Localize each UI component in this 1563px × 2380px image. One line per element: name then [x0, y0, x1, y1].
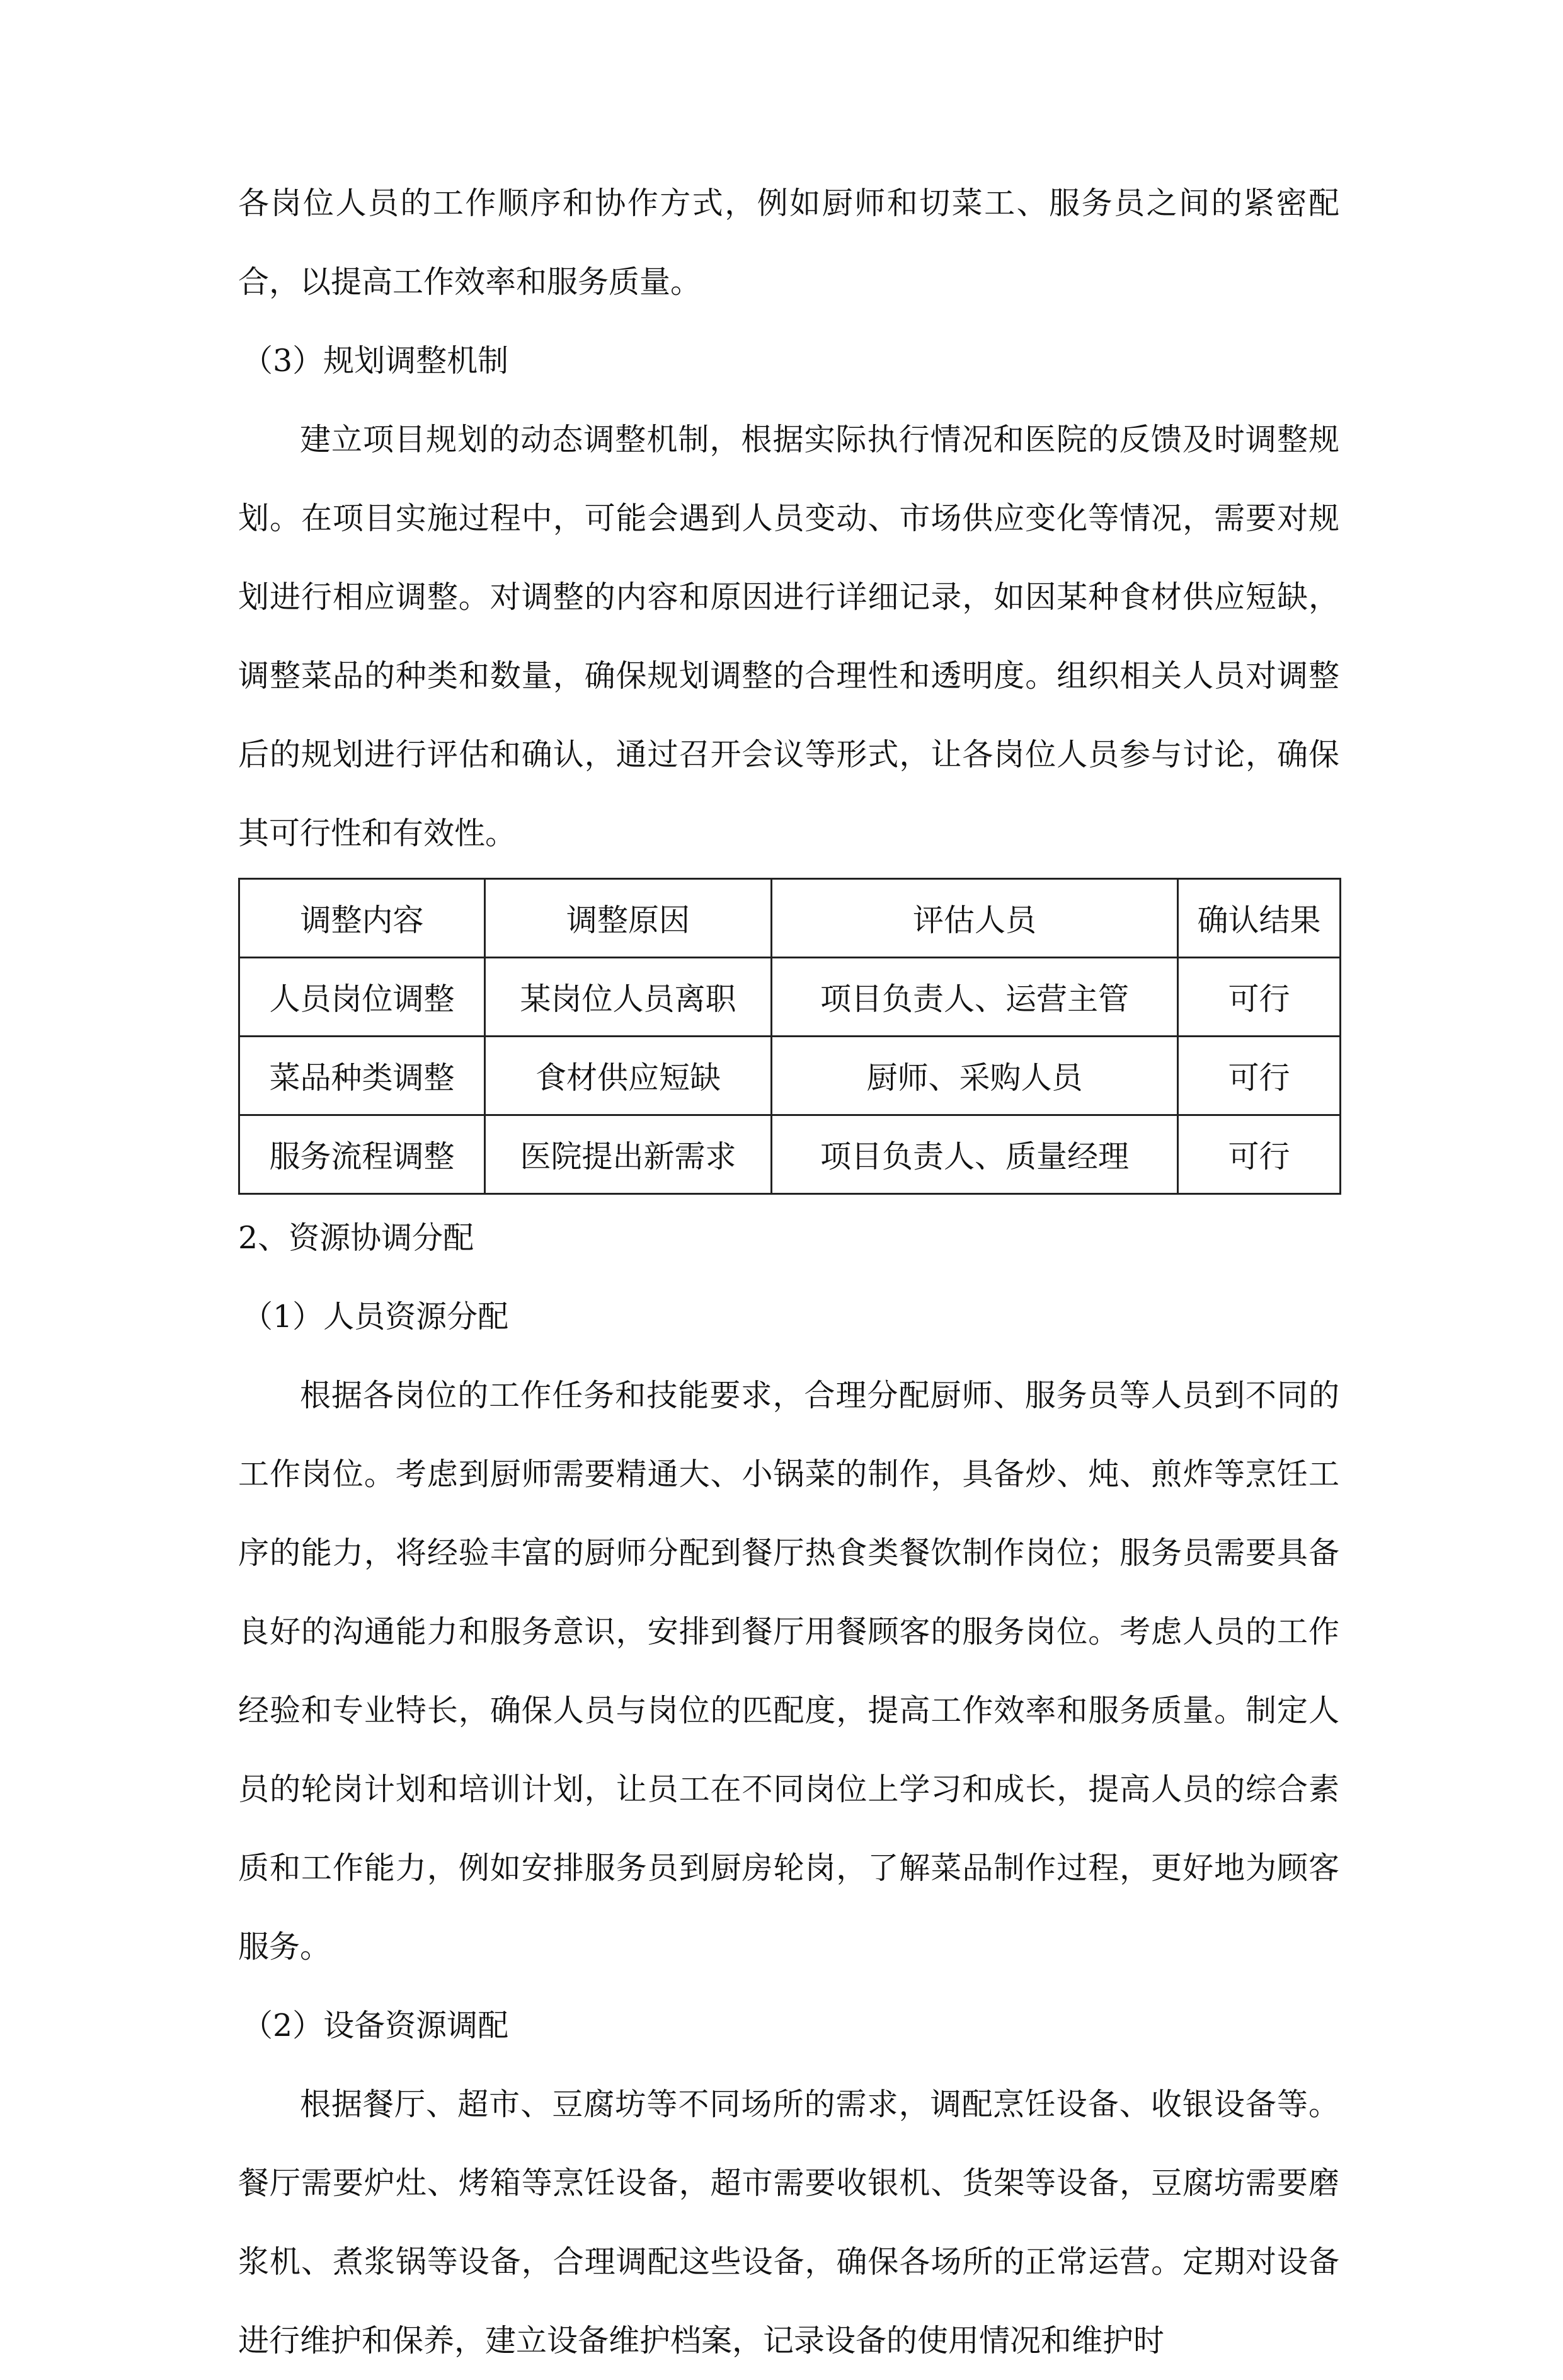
table-cell: 服务流程调整: [239, 1115, 485, 1194]
table-header-cell: 调整原因: [485, 879, 772, 958]
table-cell: 菜品种类调整: [239, 1037, 485, 1115]
table-cell: 医院提出新需求: [485, 1115, 772, 1194]
intro-paragraph: 各岗位人员的工作顺序和协作方式，例如厨师和切菜工、服务员之间的紧密配合，以提高工作效率和服务质量。: [238, 185, 1339, 300]
table-row: [239, 1115, 1341, 1194]
table-cell: 项目负责人、运营主管: [772, 958, 1178, 1037]
document-page: [238, 164, 1339, 2380]
subsection-1-paragraph: 根据各岗位的工作任务和技能要求，合理分配厨师、服务员等人员到不同的工作岗位。考虑到厨师需要精通大、小锅菜的制作，具备炒、炖、煎炸等烹饪工序的能力，将经验丰富的厨师分配到餐厅热食类餐饮制作岗位；服务员需要具备良好的沟通能力和服务意识，安排到餐厅用餐顾客的服务岗位。考虑人员的工作经验和专业特长，确保人员与岗位的匹配度，提高工作效率和服务质量。制定人员的轮岗计划和培训计划，让员工在不同岗位上学习和成长，提高人员的综合素质和工作能力，例如安排服务员到厨房轮岗，了解菜品制作过程，更好地为顾客服务。: [238, 1377, 1339, 1965]
subsection-2-heading: （2）设备资源调配: [242, 2008, 509, 2044]
table-cell: 食材供应短缺: [485, 1037, 772, 1115]
table-header-cell: 调整内容: [239, 879, 485, 958]
table-row: [239, 958, 1341, 1037]
table-cell: 人员岗位调整: [239, 958, 485, 1037]
table-cell: 可行: [1178, 1037, 1341, 1115]
section-3-heading: （3）规划调整机制: [242, 343, 509, 379]
table-header-cell: 评估人员: [772, 879, 1178, 958]
table-cell: 厨师、采购人员: [772, 1037, 1178, 1115]
section-3-paragraph: 建立项目规划的动态调整机制，根据实际执行情况和医院的反馈及时调整规划。在项目实施过程中，可能会遇到人员变动、市场供应变化等情况，需要对规划进行相应调整。对调整的内容和原因进行详细记录，如因某种食材供应短缺，调整菜品的种类和数量，确保规划调整的合理性和透明度。组织相关人员对调整后的规划进行评估和确认，通过召开会议等形式，让各岗位人员参与讨论，确保其可行性和有效性。: [238, 422, 1339, 851]
table-header-cell: 确认结果: [1178, 879, 1341, 958]
subsection-2-paragraph: 根据餐厅、超市、豆腐坊等不同场所的需求，调配烹饪设备、收银设备等。餐厅需要炉灶、烤箱等烹饪设备，超市需要收银机、货架等设备，豆腐坊需要磨浆机、煮浆锅等设备，合理调配这些设备，确保各场所的正常运营。定期对设备进行维护和保养，建立设备维护档案，记录设备的使用情况和维护时: [238, 2086, 1339, 2359]
table-cell: 项目负责人、质量经理: [772, 1115, 1178, 1194]
adjustment-table: [238, 878, 1341, 1195]
table-cell: 可行: [1178, 1115, 1341, 1194]
section-2-heading: 2、资源协调分配: [238, 1220, 474, 1256]
subsection-1-heading: （1）人员资源分配: [242, 1299, 509, 1335]
table-header-row: [239, 879, 1341, 958]
table-row: [239, 1037, 1341, 1115]
table-cell: 可行: [1178, 958, 1341, 1037]
table-cell: 某岗位人员离职: [485, 958, 772, 1037]
